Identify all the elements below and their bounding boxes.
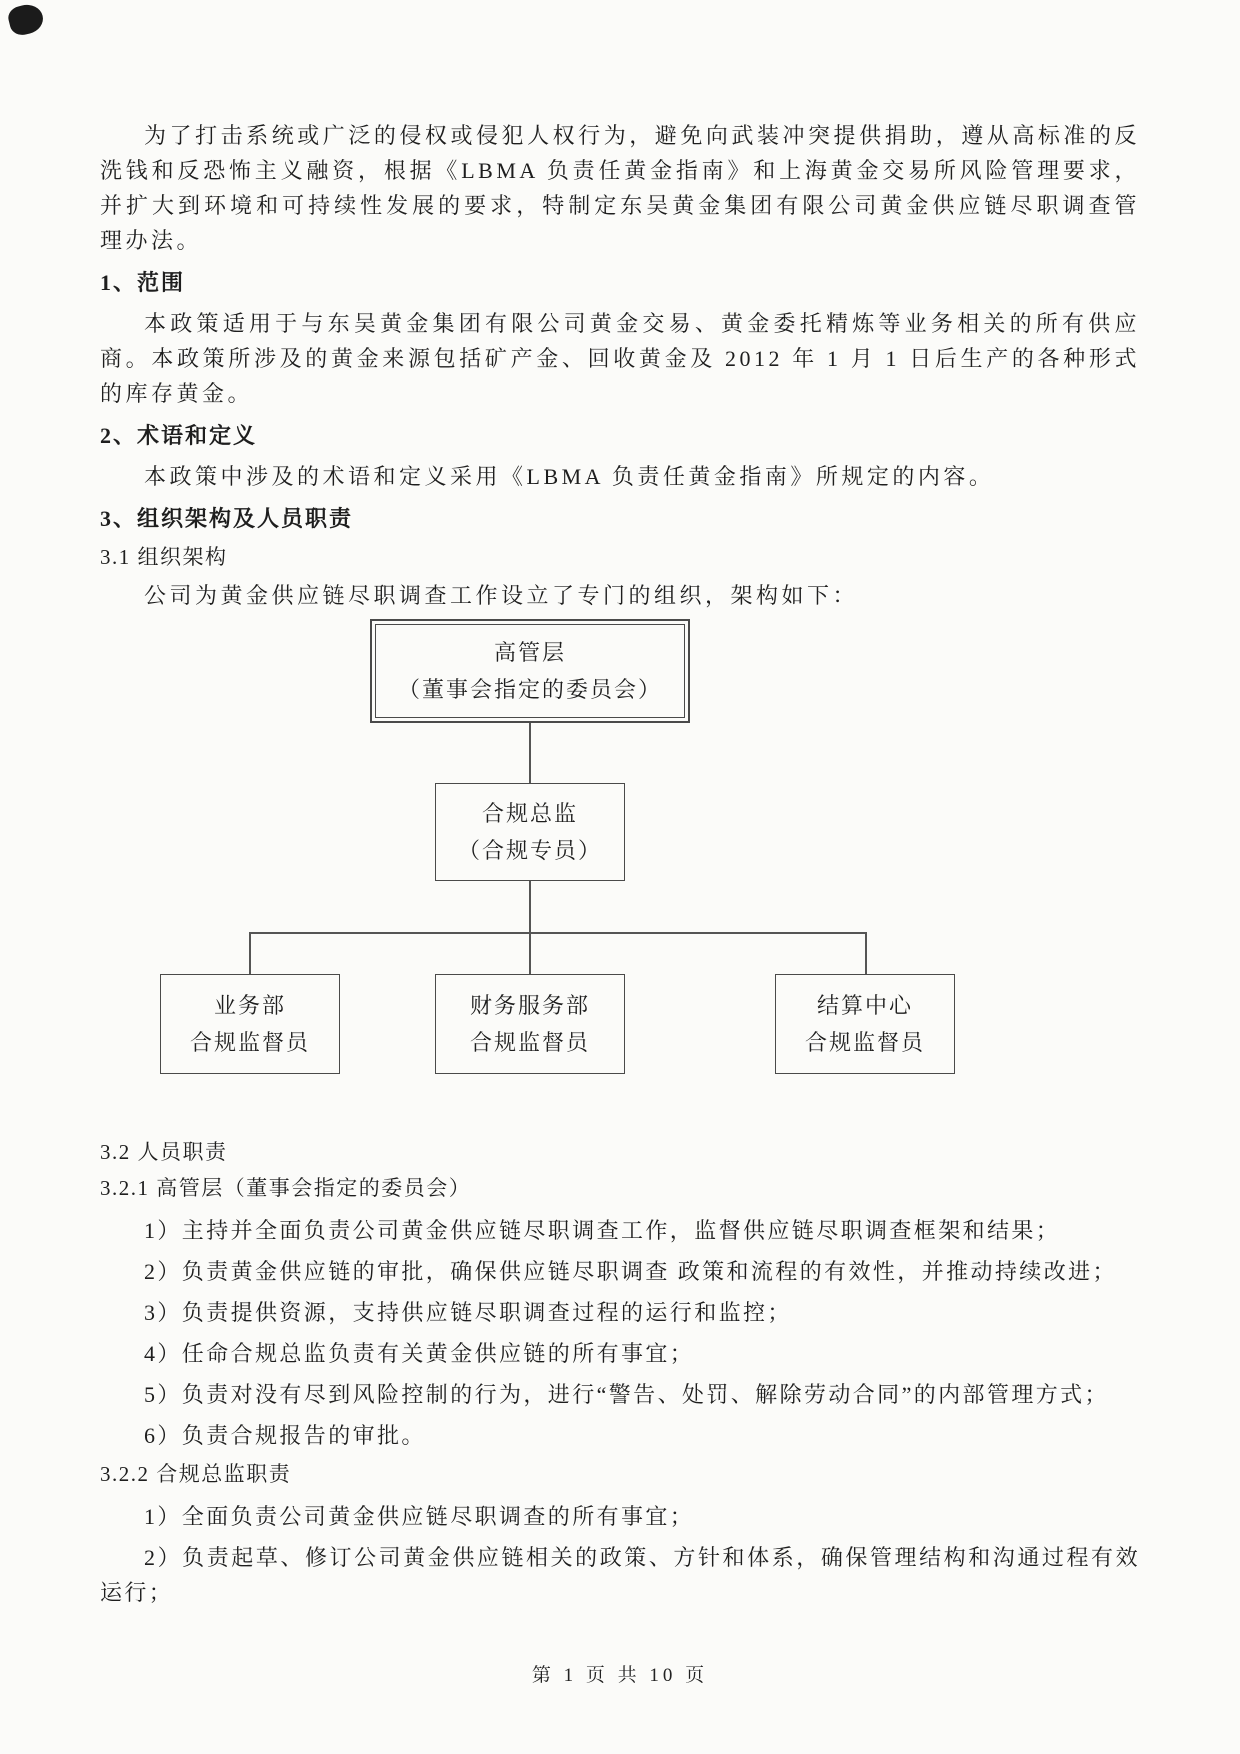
- section-2-body: 本政策中涉及的术语和定义采用《LBMA 负责任黄金指南》所规定的内容。: [144, 464, 995, 489]
- list-item: 4）任命合规总监负责有关黄金供应链的所有事宜；: [144, 1341, 695, 1366]
- connector-drop-right: [865, 932, 867, 974]
- org-box-compliance-director-title: 合规总监: [481, 801, 578, 826]
- org-box-executive-subtitle: （董事会指定的委员会）: [397, 677, 662, 702]
- section-3-2-2-title: 3.2.2 合规总监职责: [100, 1462, 292, 1486]
- org-box-finance-service-dept: [435, 974, 625, 1074]
- connector-horizontal: [249, 932, 867, 934]
- page-footer: 第 1 页 共 10 页: [531, 1665, 709, 1686]
- section-2-title: 2、术语和定义: [100, 423, 258, 448]
- section-3-1-title: 3.1 组织架构: [100, 545, 228, 569]
- section-3-2-1-title: 3.2.1 高管层（董事会指定的委员会）: [100, 1176, 472, 1200]
- list-item: 1）主持并全面负责公司黄金供应链尽职调查工作，监督供应链尽职调查框架和结果；: [144, 1218, 1061, 1243]
- list-item: 1）全面负责公司黄金供应链尽职调查的所有事宜；: [144, 1504, 695, 1529]
- org-box-settlement-center: [775, 974, 955, 1074]
- connector-middle-to-branch: [529, 881, 531, 974]
- org-box-executive-inner: [375, 624, 685, 718]
- intro-paragraph: 为了打击系统或广泛的侵权或侵犯人权行为，避免向武装冲突提供捐助，遵从高标准的反洗钱和反恐怖主义融资，根据《LBMA 负责任黄金指南》和上海黄金交易所风险管理要求，并扩大到环境和可持续性发展的要求，特制定东吴黄金集团有限公司黄金供应链尽职调查管理办法。: [100, 123, 1140, 253]
- list-item: 2）负责起草、修订公司黄金供应链相关的政策、方针和体系，确保管理结构和沟通过程有效运行；: [100, 1545, 1140, 1605]
- connector-drop-left: [249, 932, 251, 974]
- section-1-title: 1、范围: [100, 270, 186, 295]
- org-box-finance-service-dept-title: 财务服务部: [469, 993, 590, 1018]
- connector-top-to-middle: [529, 723, 531, 783]
- org-box-business-dept: [160, 974, 340, 1074]
- org-box-business-dept-title: 业务部: [213, 993, 286, 1018]
- list-item: 6）负责合规报告的审批。: [144, 1423, 426, 1448]
- list-item: 5）负责对没有尽到风险控制的行为，进行“警告、处罚、解除劳动合同”的内部管理方式；: [144, 1382, 1109, 1407]
- org-box-compliance-director: [435, 783, 625, 881]
- list-item: 2）负责黄金供应链的审批，确保供应链尽职调查 政策和流程的有效性，并推动持续改进；: [144, 1259, 1117, 1284]
- org-box-compliance-director-subtitle: （合规专员）: [457, 838, 602, 863]
- duty-list-executive: [100, 1213, 1140, 1453]
- org-box-settlement-center-subtitle: 合规监督员: [804, 1030, 925, 1055]
- section-1-body: 本政策适用于与东吴黄金集团有限公司黄金交易、黄金委托精炼等业务相关的所有供应商。本政策所涉及的黄金来源包括矿产金、回收黄金及 2012 年 1 月 1 日后生产的各种形式的库存黄金。: [100, 311, 1140, 406]
- section-3-1-body: 公司为黄金供应链尽职调查工作设立了专门的组织，架构如下：: [144, 583, 859, 608]
- org-box-settlement-center-title: 结算中心: [816, 993, 913, 1018]
- org-box-executive: [370, 619, 690, 723]
- section-3-title: 3、组织架构及人员职责: [100, 506, 354, 531]
- org-box-finance-service-dept-subtitle: 合规监督员: [469, 1030, 590, 1055]
- org-box-business-dept-subtitle: 合规监督员: [189, 1030, 310, 1055]
- org-chart: [100, 613, 1140, 1105]
- list-item: 3）负责提供资源，支持供应链尽职调查过程的运行和监控；: [144, 1300, 792, 1325]
- duty-list-compliance-director: [100, 1499, 1140, 1610]
- org-box-executive-title: 高管层: [493, 640, 566, 665]
- section-3-2-title: 3.2 人员职责: [100, 1140, 228, 1164]
